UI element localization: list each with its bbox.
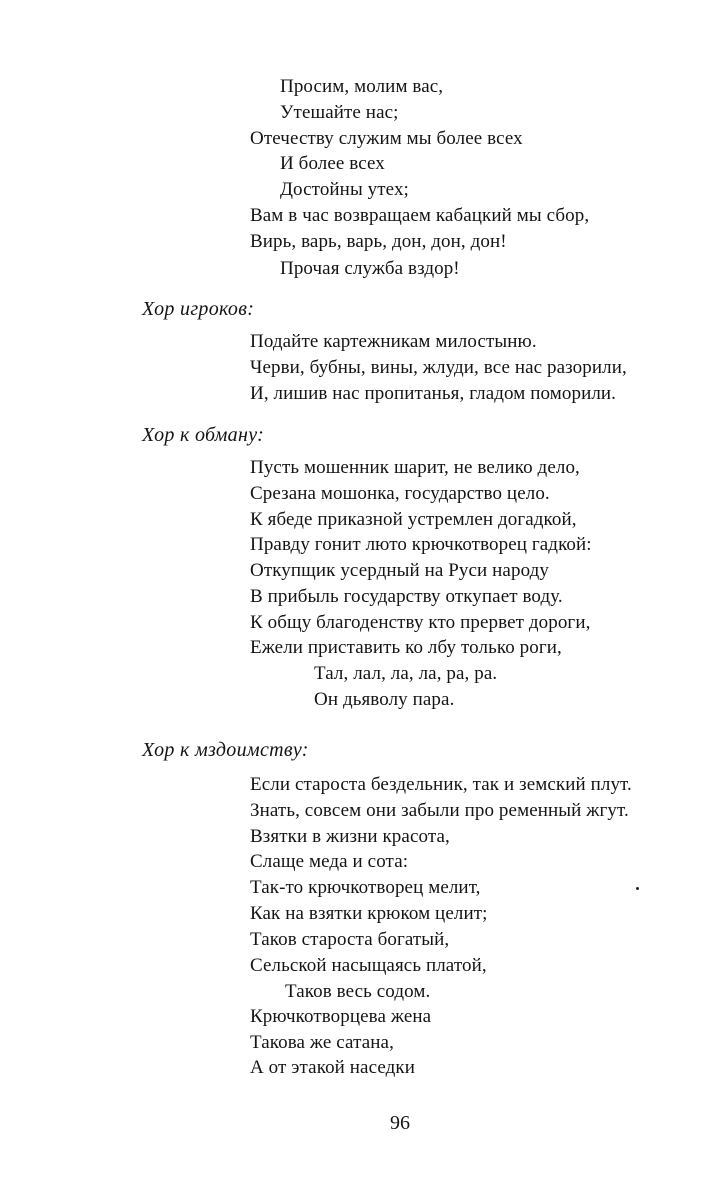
chorus-heading-deceit: Хор к обману: [142, 424, 265, 446]
page-number: 96 [390, 1112, 410, 1134]
verse-line: Таков староста богатый, [250, 929, 450, 950]
verse-line: В прибыль государству откупает воду. [250, 586, 563, 607]
verse-line: Такова же сатана, [250, 1032, 394, 1053]
chorus-heading-bribery: Хор к мздоимству: [142, 739, 309, 761]
verse-line: Вам в час возвращаем кабацкий мы сбор, [250, 205, 590, 226]
chorus-heading-gamblers: Хор игроков: [142, 298, 255, 320]
verse-line: Так-то крючкотворец мелит, [250, 877, 481, 898]
verse-line: Прочая служба вздор! [280, 258, 460, 279]
verse-line: Откупщик усердный на Руси народу [250, 560, 549, 581]
verse-line: Утешайте нас; [280, 102, 399, 123]
verse-line: К общу благоденству кто прервет дороги, [250, 612, 591, 633]
verse-line: Достойны утех; [280, 179, 409, 200]
verse-line: Подайте картежникам милостыню. [250, 331, 537, 352]
verse-line: Сельской насыщаясь платой, [250, 955, 487, 976]
verse-line: Отечеству служим мы более всех [250, 128, 523, 149]
verse-line: Знать, совсем они забыли про ременный жгут. [250, 800, 629, 821]
verse-line: Если староста бездельник, так и земский плут. [250, 774, 632, 795]
verse-line: Черви, бубны, вины, жлуди, все нас разорили, [250, 357, 627, 378]
verse-line: Как на взятки крюком целит; [250, 903, 488, 924]
verse-line: А от этакой наседки [250, 1057, 415, 1078]
verse-line: Просим, молим вас, [280, 76, 444, 97]
verse-line: Пусть мошенник шарит, не велико дело, [250, 457, 580, 478]
verse-line: Срезана мошонка, государство цело. [250, 483, 550, 504]
verse-line: Правду гонит люто крючкотворец гадкой: [250, 534, 592, 555]
verse-line: Взятки в жизни красота, [250, 826, 450, 847]
verse-line: И более всех [280, 153, 385, 174]
print-speck [636, 887, 639, 890]
verse-line: Тал, лал, ла, ла, ра, ра. [314, 663, 498, 684]
verse-line: Ежели приставить ко лбу только роги, [250, 637, 562, 658]
verse-line: Крючкотворцева жена [250, 1006, 432, 1027]
verse-line: Вирь, варь, варь, дон, дон, дон! [250, 231, 507, 252]
verse-line: К ябеде приказной устремлен догадкой, [250, 509, 577, 530]
verse-line: Таков весь содом. [285, 981, 431, 1002]
verse-line: И, лишив нас пропитанья, гладом поморили. [250, 383, 617, 404]
verse-line: Слаще меда и сота: [250, 851, 409, 872]
verse-line: Он дьяволу пара. [314, 689, 455, 710]
